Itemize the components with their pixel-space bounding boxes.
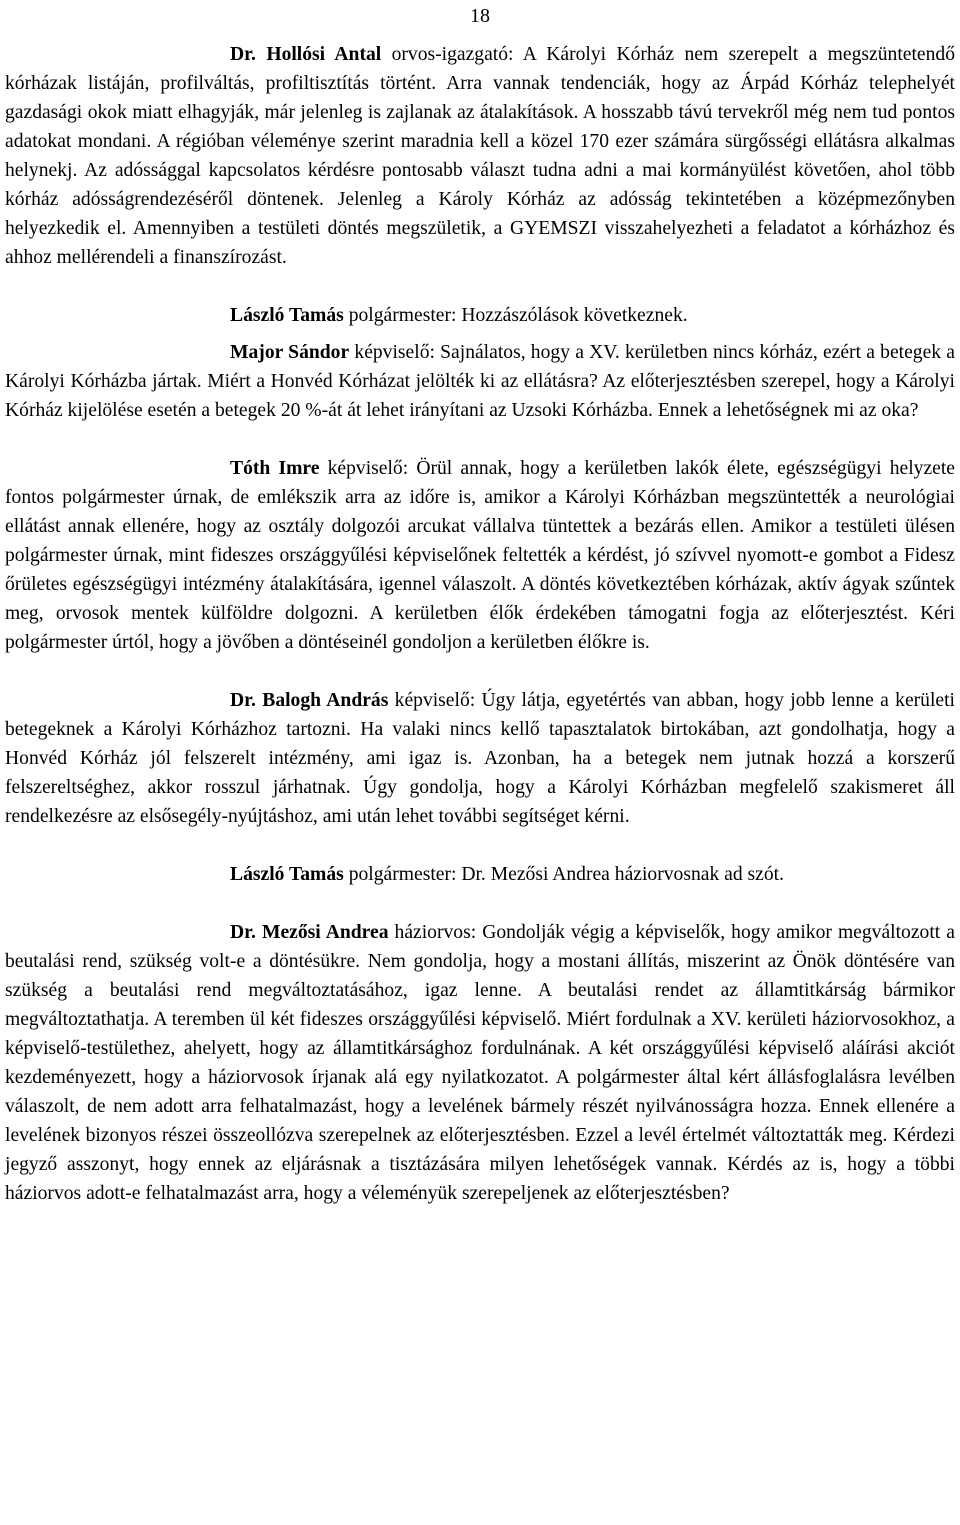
paragraph-toth <box>5 454 955 657</box>
speaker-name: László Tamás <box>230 864 344 885</box>
paragraph-text: képviselő: Örül annak, hogy a kerületben lakók élete, egészségügyi helyzete fontos polgármester úrnak, de emlékszik arra az időre is, amikor a Károlyi Kórházban megszüntették a neurológiai ellátást annak ellenére, hogy az osztály dolgozói arcukat vállalva tüntettek a bezárás ellen. Amikor a testületi ülésen polgármester úrnak, mint fideszes országgyűlési képviselőnek feltették a kérdést, jó szívvel nyomott-e gombot a Fidesz őrületes egészségügyi intézmény átalakítására, igennel válaszolt. A döntés következtében kórházak, aktív ágyak szűntek meg, orvosok mentek külföldre dolgozni. A kerületben élők érdekében támogatni fogja az előterjesztést. Kéri polgármester úrtól, hogy a jövőben a döntéseinél gondoljon a kerületben élőkre is. <box>5 458 955 653</box>
paragraph-text: orvos-igazgató: A Károlyi Kórház nem szerepelt a megszüntetendő kórházak listáján, profilváltás, profiltisztítás történt. Arra vannak tendenciák, hogy az Árpád Kórház telephelyét gazdasági okok miatt elhagyják, már jelenleg is zajlanak az átalakítások. A hosszabb távú tervekről még nem tud pontos adatokat mondani. A régióban véleménye szerint maradnia kell a közel 170 ezer számára sürgősségi ellátásra alkalmas helynekj. Az adóssággal kapcsolatos kérdésre pontosabb választ tudna adni a mai kormányülést követően, ahol több kórház adósságrendezéséről döntenek. Jelenleg a Károly Kórház az adósság tekintetében a középmezőnyben helyezkedik el. Amennyiben a testületi döntés megszületik, a GYEMSZI visszahelyezheti a feladatot a kórházhoz és ahhoz mellérendeli a finanszírozást. <box>5 44 955 268</box>
paragraph-laszlo-1 <box>5 301 955 330</box>
page-number: 18 <box>470 5 490 27</box>
paragraph-text: háziorvos: Gondolják végig a képviselők, hogy amikor megváltozott a beutalási rend, szükség volt-e a döntésükre. Nem gondolja, hogy a mostani állítás, miszerint az Önök döntésére van szükség a beutalási rend megváltoztatásához, igaz lenne. A beutalási rendet az államtitkárság bármikor megváltoztathatja. A teremben ül két fideszes országgyűlési képviselő. Miért fordulnak a XV. kerületi háziorvosokhoz, a képviselő-testülethez, ahelyett, hogy az államtitkársághoz fordulnának. A két országgyűlési képviselő aláírási akciót kezdeményezett, hogy a háziorvosok írjanak alá egy nyilatkozatot. A polgármester által kért állásfoglalásra levélben válaszolt, de nem adott arra felhatalmazást, hogy a levelének bármely részét nyilvánosságra hozza. Ennek ellenére a levelének bizonyos részei összeollózva szerepelnek az előterjesztésben. Ezzel a levél értelmét változtatták meg. Kérdezi jegyző asszonyt, hogy ennek az eljárásnak a tisztázására milyen lehetőségek vannak. Kérdés az is, hogy a többi háziorvos adott-e felhatalmazást arra, hogy a véleményük szerepeljenek az előterjesztésben? <box>5 922 955 1204</box>
paragraph-text: képviselő: Úgy látja, egyetértés van abban, hogy jobb lenne a kerületi betegeknek a Károlyi Kórházhoz tartozni. Ha valaki nincs kellő tapasztalatok birtokában, azt gondolhatja, hogy a Honvéd Kórház jól felszerelt intézmény, ami igaz is. Azonban, ha a betegek nem jutnak hozzá a korszerű felszereltséghez, akkor rosszul járhatnak. Úgy gondolja, hogy a Károlyi Kórházban megfelelő szakismeret áll rendelkezésre az elsősegély-nyújtáshoz, ami után lehet további segítséget kérni. <box>5 690 955 827</box>
speaker-name: László Tamás <box>230 305 344 326</box>
paragraph-text: polgármester: Dr. Mezősi Andrea háziorvosnak ad szót. <box>343 864 784 885</box>
paragraph-text: polgármester: Hozzászólások következnek. <box>343 305 688 326</box>
speaker-name: Tóth Imre <box>230 458 320 479</box>
speaker-name: Dr. Balogh András <box>230 690 389 711</box>
speaker-name: Dr. Hollósi Antal <box>230 44 382 65</box>
paragraph-laszlo-2 <box>5 860 955 889</box>
paragraph-major <box>5 338 955 425</box>
paragraph-mezosi <box>5 918 955 1208</box>
speaker-name: Major Sándor <box>230 342 350 363</box>
paragraph-balogh <box>5 686 955 831</box>
document-body <box>5 40 955 1208</box>
speaker-name: Dr. Mezősi Andrea <box>230 922 389 943</box>
paragraph-text: képviselő: Sajnálatos, hogy a XV. kerületben nincs kórház, ezért a betegek a Károlyi Kórházba jártak. Miért a Honvéd Kórházat jelölték ki az ellátásra? Az előterjesztésben szerepel, hogy a Károlyi Kórház kijelölése esetén a betegek 20 %-át át lehet irányítani az Uzsoki Kórházba. Ennek a lehetőségnek mi az oka? <box>5 342 955 421</box>
paragraph-hollosi <box>5 40 955 272</box>
